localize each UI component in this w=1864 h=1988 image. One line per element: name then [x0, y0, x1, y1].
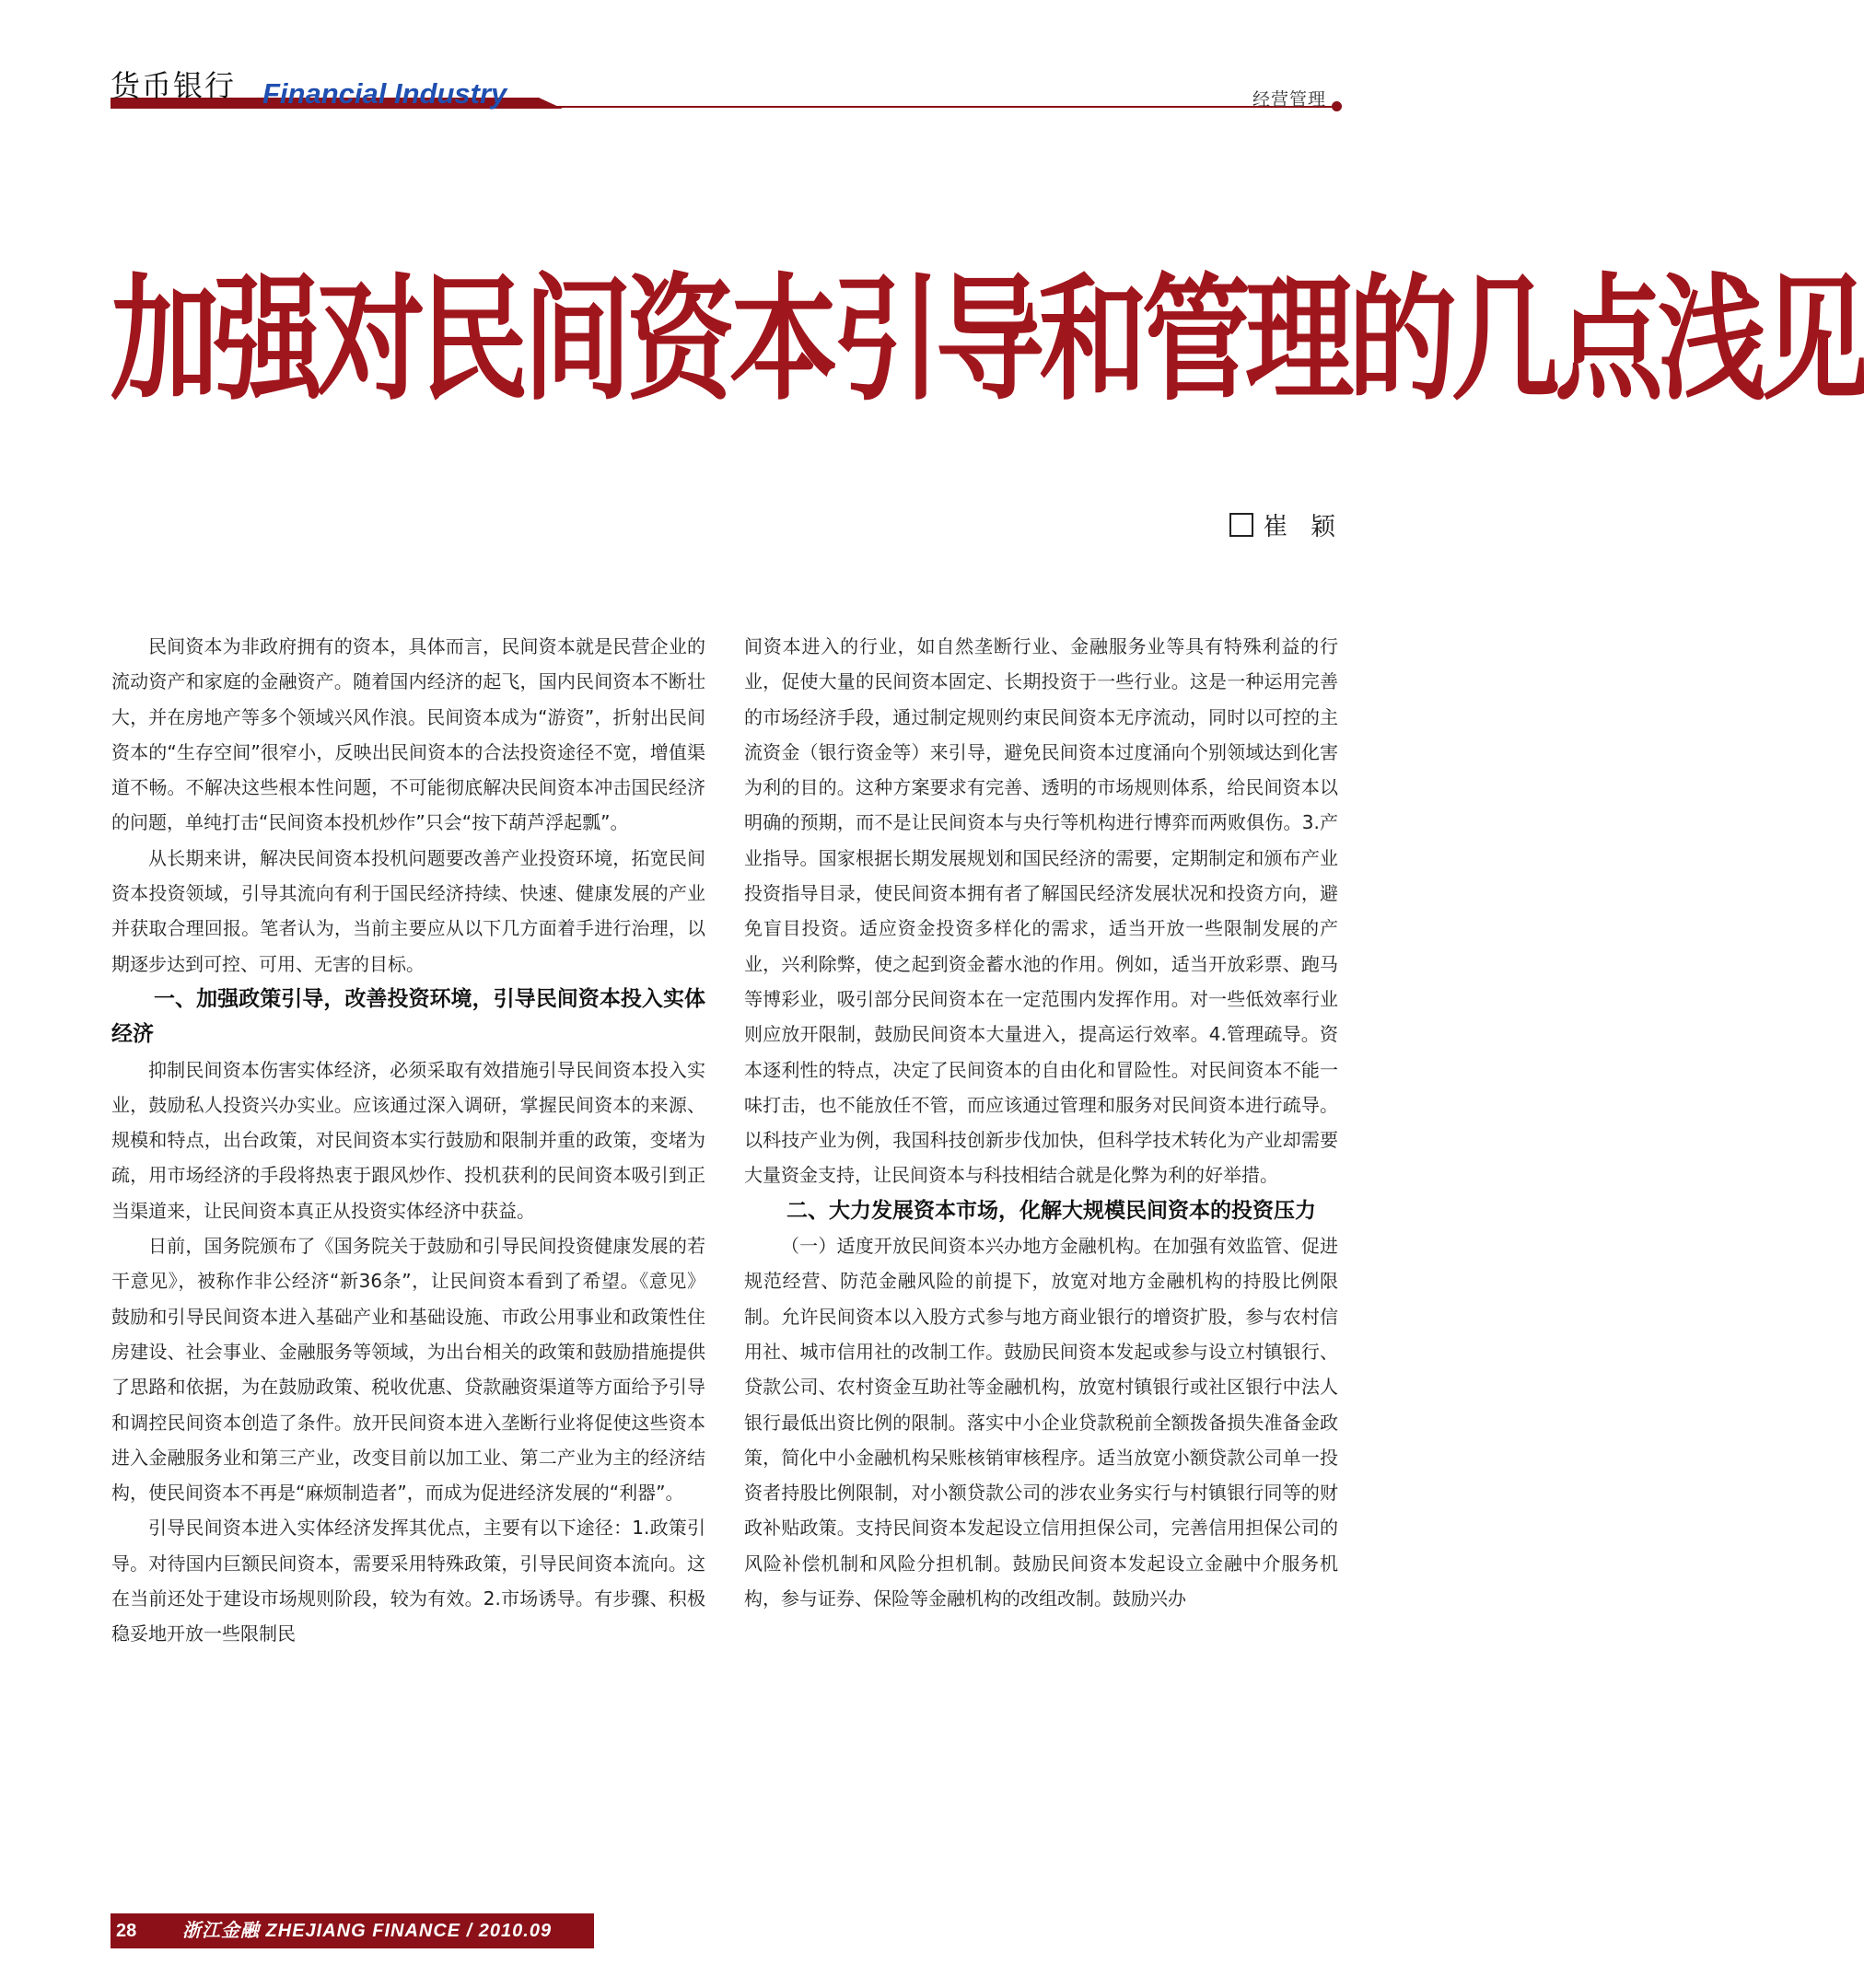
body-paragraph: 抑制民间资本伤害实体经济，必须采取有效措施引导民间资本投入实业，鼓励私人投资兴办实业。应该通过深入调研，掌握民间资本的来源、规模和特点，出台政策，对民间资本实行鼓励和限制并重的政策，变堵为疏，用市场经济的手段将热衷于跟风炒作、投机获利的民间资本吸引到正当渠道来，让民间资本真正从投资实体经济中获益。 [111, 1058, 705, 1222]
column-name-cn: 货币银行 [111, 68, 237, 103]
body-column-left [111, 629, 705, 1652]
author-line [1229, 506, 1343, 542]
magazine-issue: 浙江金融 ZHEJIANG FINANCE / 2010.09 [182, 1921, 553, 1941]
body-paragraph: 日前，国务院颁布了《国务院关于鼓励和引导民间投资健康发展的若干意见》，被称作非公经济“新36条”，让民间资本看到了希望。《意见》鼓励和引导民间资本进入基础产业和基础设施、市政公用事业和政策性住房建设、社会事业、金融服务等领域，为出台相关的政策和鼓励措施提供了思路和依据，为在鼓励政策、税收优惠、贷款融资渠道等方面给予引导和调控民间资本创造了条件。放开民间资本进入垄断行业将促使这些资本进入金融服务业和第三产业，改变目前以加工业、第二产业为主的经济结构，使民间资本不再是“麻烦制造者”，而成为促进经济发展的“利器”。 [111, 1235, 705, 1505]
page-number: 28 [116, 1921, 137, 1941]
section-label: 经营管理 [1252, 89, 1326, 110]
section-heading: 二、大力发展资本市场，化解大规模民间资本的投资压力 [786, 1198, 1316, 1223]
header-dot [1332, 101, 1342, 111]
body-paragraph: 引导民间资本进入实体经济发挥其优点，主要有以下途径：1.政策引导。对待国内巨额民间资本，需要采用特殊政策，引导民间资本流向。这在当前还处于建设市场规则阶段，较为有效。2.市场诱导。有步骤、积极稳妥地开放一些限制民 [111, 1517, 705, 1645]
body-paragraph: （一）适度开放民间资本兴办地方金融机构。在加强有效监管、促进规范经营、防范金融风险的前提下，放宽对地方金融机构的持股比例限制。允许民间资本以入股方式参与地方商业银行的增资扩股，参与农村信用社、城市信用社的改制工作。鼓励民间资本发起或参与设立村镇银行、贷款公司、农村资金互助社等金融机构，放宽村镇银行或社区银行中法人银行最低出资比例的限制。落实中小企业贷款税前全额拨备损失准备金政策，简化中小金融机构呆账核销审核程序。适当放宽小额贷款公司单一投资者持股比例限制，对小额贷款公司的涉农业务实行与村镇银行同等的财政补贴政策。支持民间资本发起设立信用担保公司，完善信用担保公司的风险补偿机制和风险分担机制。鼓励民间资本发起设立金融中介服务机构，参与证券、保险等金融机构的改组改制。鼓励兴办 [744, 1235, 1338, 1610]
header-rule [539, 106, 1335, 108]
body-paragraph: 间资本进入的行业，如自然垄断行业、金融服务业等具有特殊利益的行业，促使大量的民间资本固定、长期投资于一些行业。这是一种运用完善的市场经济手段，通过制定规则约束民间资本无序流动，同时以可控的主流资金（银行资金等）来引导，避免民间资本过度涌向个别领域达到化害为利的目的。这种方案要求有完善、透明的市场规则体系，给民间资本以明确的预期，而不是让民间资本与央行等机构进行博弈而两败俱伤。3.产业指导。国家根据长期发展规划和国民经济的需要，定期制定和颁布产业投资指导目录，使民间资本拥有者了解国民经济发展状况和投资方向，避免盲目投资。适应资金投资多样化的需求，适当开放一些限制发展的产业，兴利除弊，使之起到资金蓄水池的作用。例如，适当开放彩票、跑马等博彩业，吸引部分民间资本在一定范围内发挥作用。对一些低效率行业则应放开限制，鼓励民间资本大量进入，提高运行效率。4.管理疏导。资本逐利性的特点，决定了民间资本的自由化和冒险性。对民间资本不能一味打击，也不能放任不管，而应该通过管理和服务对民间资本进行疏导。以科技产业为例，我国科技创新步伐加快，但科学技术转化为产业却需要大量资金支持，让民间资本与科技相结合就是化弊为利的好举措。 [744, 635, 1338, 1187]
column-name-en: Financial Industry [262, 77, 507, 110]
page-header [111, 57, 1345, 122]
body-column-right [744, 629, 1338, 1616]
article-title: 加强对民间资本引导和管理的几点浅见 [111, 260, 1864, 419]
section-heading: 一、加强政策引导，改善投资环境，引导民间资本投入实体经济 [111, 986, 705, 1047]
body-paragraph: 民间资本为非政府拥有的资本，具体而言，民间资本就是民营企业的流动资产和家庭的金融资产。随着国内经济的起飞，国内民间资本不断壮大，并在房地产等多个领域兴风作浪。民间资本成为“游资”，折射出民间资本的“生存空间”很窄小，反映出民间资本的合法投资途径不宽，增值渠道不畅。不解决这些根本性问题，不可能彻底解决民间资本冲击国民经济的问题，单纯打击“民间资本投机炒作”只会“按下葫芦浮起瓢”。 [111, 635, 705, 834]
author-box-icon [1229, 513, 1253, 537]
author-name: 崔 颖 [1263, 513, 1343, 541]
page-footer [111, 1913, 594, 1948]
body-paragraph: 从长期来讲，解决民间资本投机问题要改善产业投资环境，拓宽民间资本投资领域，引导其流向有利于国民经济持续、快速、健康发展的产业并获取合理回报。笔者认为，当前主要应从以下几方面着手进行治理，以期逐步达到可控、可用、无害的目标。 [111, 846, 705, 975]
